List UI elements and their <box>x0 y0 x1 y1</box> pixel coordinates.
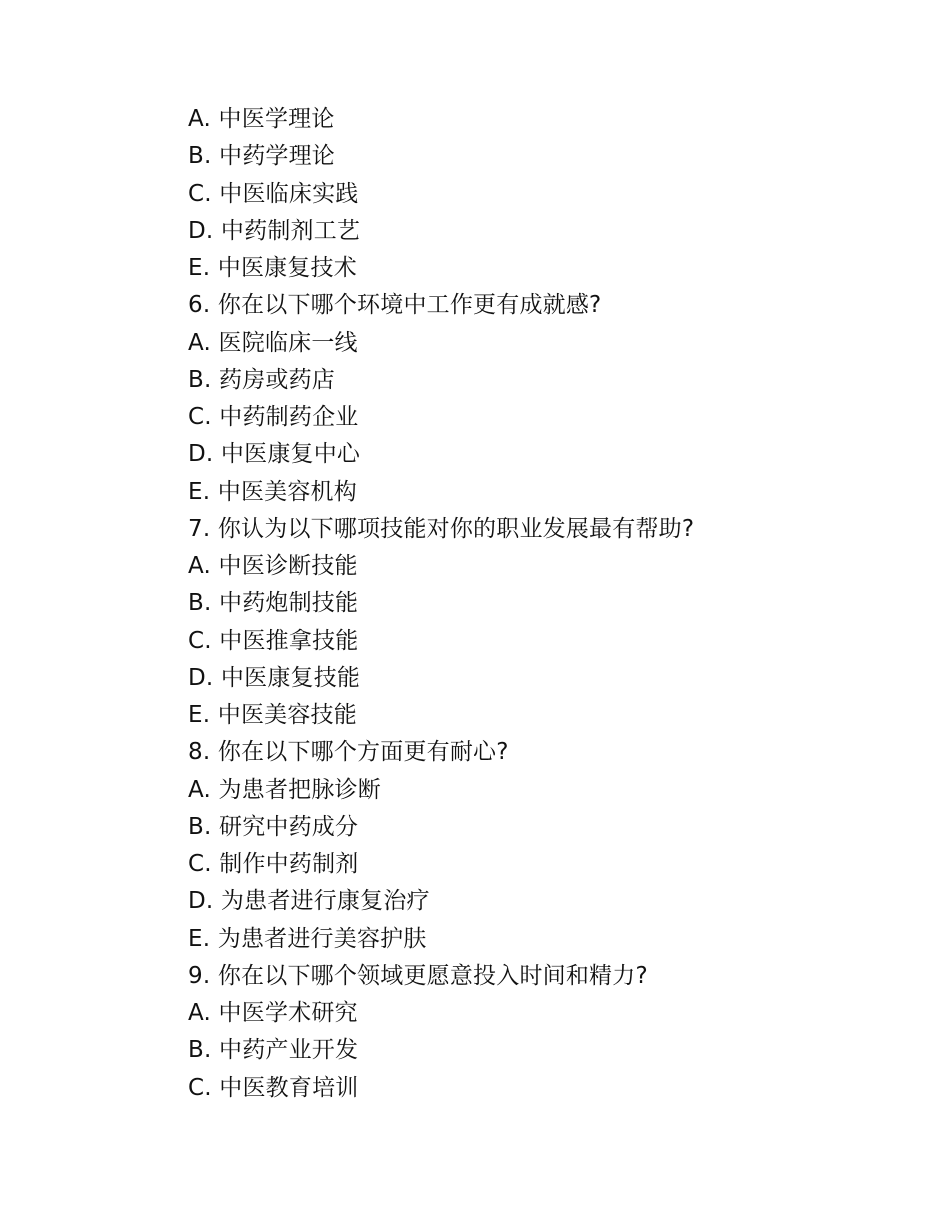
option-line: C. 制作中药制剂 <box>188 851 359 877</box>
option-line: C. 中医临床实践 <box>188 180 359 207</box>
option-line: E. 为患者进行美容护肤 <box>188 925 427 952</box>
question-line: 7. 你认为以下哪项技能对你的职业发展最有帮助? <box>188 515 695 542</box>
option-line: D. 中医康复技能 <box>188 664 361 691</box>
option-line: D. 为患者进行康复治疗 <box>188 888 430 915</box>
option-line: D. 中药制剂工艺 <box>188 217 361 244</box>
option-line: A. 医院临床一线 <box>188 329 358 356</box>
option-line: A. 为患者把脉诊断 <box>188 776 381 803</box>
option-line: B. 中药炮制技能 <box>188 590 359 617</box>
option-line: A. 中医学理论 <box>188 106 335 132</box>
question-line: 6. 你在以下哪个环境中工作更有成就感? <box>188 292 602 319</box>
option-line: D. 中医康复中心 <box>188 441 361 468</box>
question-line: 8. 你在以下哪个方面更有耐心? <box>188 739 509 766</box>
option-line: E. 中医美容技能 <box>188 702 357 728</box>
option-line: C. 中医推拿技能 <box>188 627 359 654</box>
option-line: B. 药房或药店 <box>188 366 336 393</box>
question-line: 9. 你在以下哪个领域更愿意投入时间和精力? <box>188 962 648 989</box>
option-line: A. 中医学术研究 <box>188 1000 358 1026</box>
questionnaire-text <box>188 101 888 1107</box>
option-line: B. 研究中药成分 <box>188 813 359 840</box>
option-line: E. 中医美容机构 <box>188 478 357 505</box>
option-line: A. 中医诊断技能 <box>188 553 358 579</box>
option-line: E. 中医康复技术 <box>188 255 357 281</box>
option-line: C. 中药制药企业 <box>188 404 359 430</box>
option-line: C. 中医教育培训 <box>188 1074 359 1101</box>
option-line: B. 中药学理论 <box>188 143 336 170</box>
option-line: B. 中药产业开发 <box>188 1037 359 1064</box>
